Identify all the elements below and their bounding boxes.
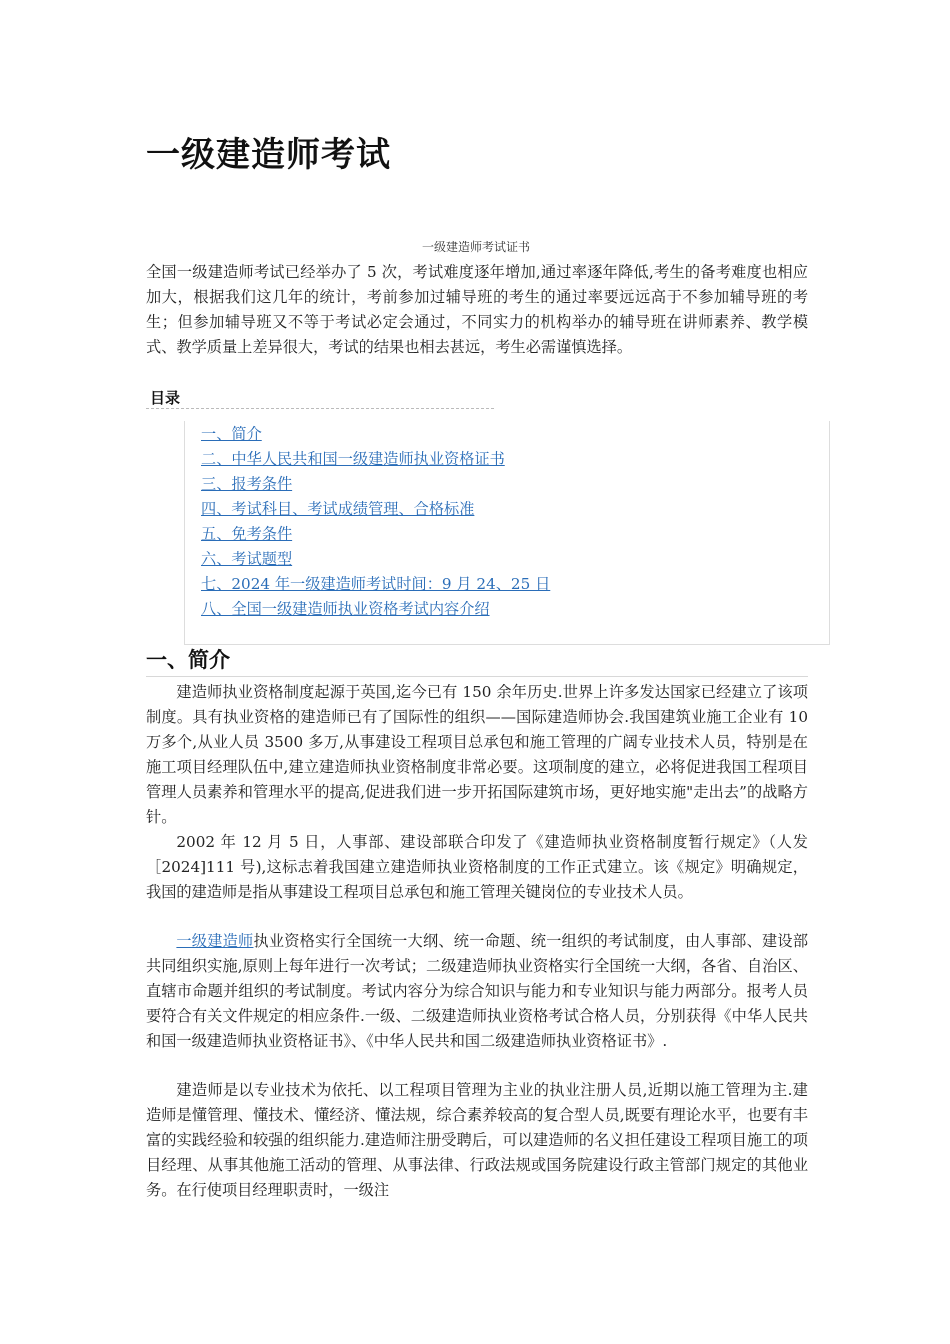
image-caption: 一级建造师考试证书 (421, 240, 530, 254)
toc-link-exemption[interactable]: 五、免考条件 (201, 525, 293, 543)
toc-item (201, 422, 550, 447)
section-paragraph-1: 建造师执业资格制度起源于英国,迄今已有 150 余年历史.世界上许多发达国家已经建立了该项制度。具有执业资格的建造师已有了国际性的组织——国际建造师协会.我国建筑业施工企业有 10 万多个,从业人员 3500 多万,从事建设工程项目总承包和施工管理的广阔专业技术人员，特别是在施工项目经理队伍中,建立建造师执业资格制度非常必要。这项制度的建立，必将促进我国工程项目管理人员素养和管理水平的提高,促进我们进一步开拓国际建筑市场，更好地实施"走出去”的战略方针。 (146, 683, 808, 826)
toc-item (201, 597, 550, 622)
paragraph-text: 执业资格实行全国统一大纲、统一命题、统一组织的考试制度，由人事部、建设部共同组织实施,原则上每年进行一次考试；二级建造师执业资格实行全国统一大纲，各省、自治区、直辖市命题并组织的考试制度。考试内容分为综合知识与能力和专业知识与能力两部分。报考人员要符合有关文件规定的相应条件.一级、二级建造师执业资格考试合格人员，分别获得《中华人民共和国一级建造师执业资格证书》、《中华人民共和国二级建造师执业资格证书》. (146, 932, 809, 1050)
toc-link-content[interactable]: 八、全国一级建造师执业资格考试内容介绍 (201, 600, 490, 618)
section-paragraph-2: 2002 年 12 月 5 日，人事部、建设部联合印发了《建造师执业资格制度暂行规定》（人发［2024]111 号),这标志着我国建立建造师执业资格制度的工作正式建立。该《规定》明确规定，我国的建造师是指从事建设工程项目总承包和施工管理关键岗位的专业技术人员。 (146, 833, 808, 901)
toc-link-requirements[interactable]: 三、报考条件 (201, 475, 293, 493)
toc-link-exam-time[interactable]: 七、2024 年一级建造师考试时间：9 月 24、25 日 (201, 575, 551, 593)
section-paragraph-3 (146, 929, 808, 1054)
document-title: 一级建造师考试 (146, 135, 391, 175)
toc-item (201, 447, 550, 472)
toc-link-subjects[interactable]: 四、考试科目、考试成绩管理、合格标准 (201, 500, 475, 518)
toc-item (201, 572, 550, 597)
toc-item (201, 472, 550, 497)
section-heading: 一、简介 (146, 648, 230, 672)
section-divider (146, 676, 808, 677)
toc-link-question-types[interactable]: 六、考试题型 (201, 550, 293, 568)
toc-label: 目录 (150, 389, 181, 407)
constructor-link[interactable]: 一级建造师 (176, 932, 254, 950)
toc-list (201, 422, 550, 622)
toc-item (201, 522, 550, 547)
intro-paragraph: 全国一级建造师考试已经举办了 5 次，考试难度逐年增加,通过率逐年降低,考生的备考难度也相应加大，根据我们这几年的统计，考前参加过辅导班的考生的通过率要远远高于不参加辅导班的考生；但参加辅导班又不等于考试必定会通过，不同实力的机构举办的辅导班在讲师素养、教学模式、教学质量上差异很大，考试的结果也相去甚远，考生必需谨慎选择。 (146, 263, 808, 356)
toc-divider (146, 408, 494, 409)
section-paragraph-4: 建造师是以专业技术为依托、以工程项目管理为主业的执业注册人员,近期以施工管理为主.建造师是懂管理、懂技术、懂经济、懂法规，综合素养较高的复合型人员,既要有理论水平，也要有丰富的实践经验和较强的组织能力.建造师注册受聘后，可以建造师的名义担任建设工程项目施工的项目经理、从事其他施工活动的管理、从事法律、行政法规或国务院建设行政主管部门规定的其他业务。在行使项目经理职责时，一级注 (146, 1081, 808, 1199)
toc-link-intro[interactable]: 一、简介 (201, 425, 262, 443)
toc-item (201, 497, 550, 522)
toc-link-certificate[interactable]: 二、中华人民共和国一级建造师执业资格证书 (201, 450, 505, 468)
toc-item (201, 547, 550, 572)
